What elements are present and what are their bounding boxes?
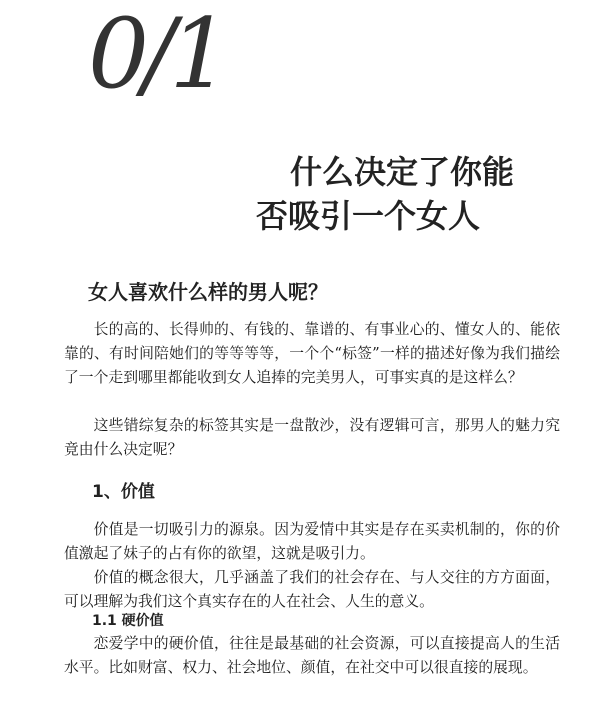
- subsection-heading: 1、价值: [92, 482, 155, 502]
- subsubsection-paragraph: 恋爱学中的硬价值，往往是最基础的社会资源，可以直接提高人的生活水平。比如财富、权力、社会地位、颜值，在社交中可以很直接的展现。: [64, 635, 560, 676]
- section-paragraph-1: 长的高的、长得帅的、有钱的、靠谱的、有事业心的、懂女人的、能依靠的、有时间陪她们的等等等等，一个个“标签”一样的描述好像为我们描绘了一个走到哪里都能收到女人追捧的完美男人，可事实真的是这样么？: [64, 321, 560, 386]
- subsection-paragraph-2: 价值的概念很大，几乎涵盖了我们的社会存在、与人交往的方方面面，可以理解为我们这个真实存在的人在社会、人生的意义。: [64, 569, 560, 610]
- subsection-paragraph-1: 价值是一切吸引力的源泉。因为爱情中其实是存在买卖机制的，你的价值激起了妹子的占有你的欲望，这就是吸引力。: [64, 521, 560, 562]
- chapter-title: [190, 150, 570, 238]
- chapter-title-line-1: 什么决定了你能: [290, 153, 515, 191]
- chapter-number: 0/1: [88, 0, 225, 110]
- section-heading: 女人喜欢什么样的男人呢？: [88, 280, 328, 304]
- subsubsection-heading: 1.1 硬价值: [92, 613, 164, 629]
- section-paragraph-2: 这些错综复杂的标签其实是一盘散沙，没有逻辑可言，那男人的魅力究竟由什么决定呢？: [64, 417, 560, 458]
- chapter-title-line-2: 否吸引一个女人: [256, 197, 481, 235]
